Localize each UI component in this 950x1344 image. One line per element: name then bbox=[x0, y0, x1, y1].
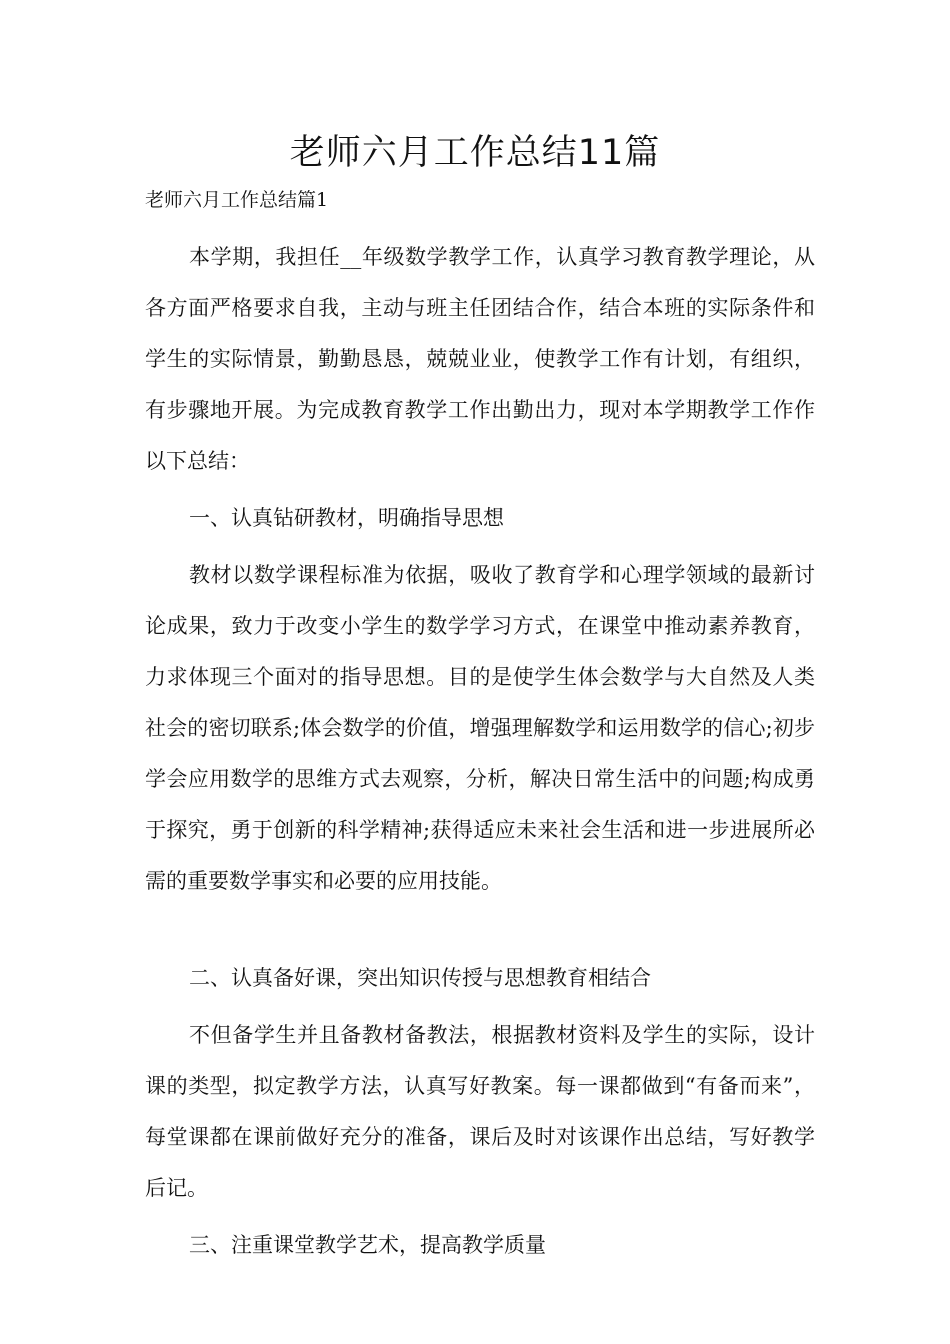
intro-paragraph: 本学期，我担任__年级数学教学工作，认真学习教育教学理论，从各方面严格要求自我，主动与班主任团结合作，结合本班的实际条件和学生的实际情景，勤勤恳恳，兢兢业业，使教学工作有计划，有组织，有步骤地开展。为完成教育教学工作出勤出力，现对本学期教学工作作以下总结： bbox=[145, 245, 815, 473]
section-1-paragraph: 教材以数学课程标准为依据，吸收了教育学和心理学领域的最新讨论成果，致力于改变小学生的数学学习方式，在课堂中推动素养教育，力求体现三个面对的指导思想。目的是使学生体会数学与大自然及人类社会的密切联系;体会数学的价值，增强理解数学和运用数学的信心;初步学会应用数学的思维方式去观察，分析，解决日常生活中的问题;构成勇于探究，勇于创新的科学精神;获得适应未来社会生活和进一步进展所必需的重要数学事实和必要的应用技能。 bbox=[145, 563, 815, 893]
document-title: 老师六月工作总结11篇 bbox=[289, 133, 661, 173]
section-2-heading: 二、认真备好课，突出知识传授与思想教育相结合 bbox=[189, 966, 651, 990]
document-body bbox=[145, 182, 815, 1277]
paragraph-spacer bbox=[145, 907, 815, 947]
section-subtitle: 老师六月工作总结篇1 bbox=[145, 189, 329, 211]
section-3-heading: 三、注重课堂教学艺术，提高教学质量 bbox=[189, 1233, 546, 1257]
section-2-paragraph: 不但备学生并且备教材备教法，根据教材资料及学生的实际，设计课的类型，拟定教学方法，认真写好教案。每一课都做到“有备而来”，每堂课都在课前做好充分的准备，课后及时对该课作出总结，写好教学后记。 bbox=[145, 1023, 815, 1200]
section-1-heading: 一、认真钻研教材，明确指导思想 bbox=[189, 506, 504, 530]
